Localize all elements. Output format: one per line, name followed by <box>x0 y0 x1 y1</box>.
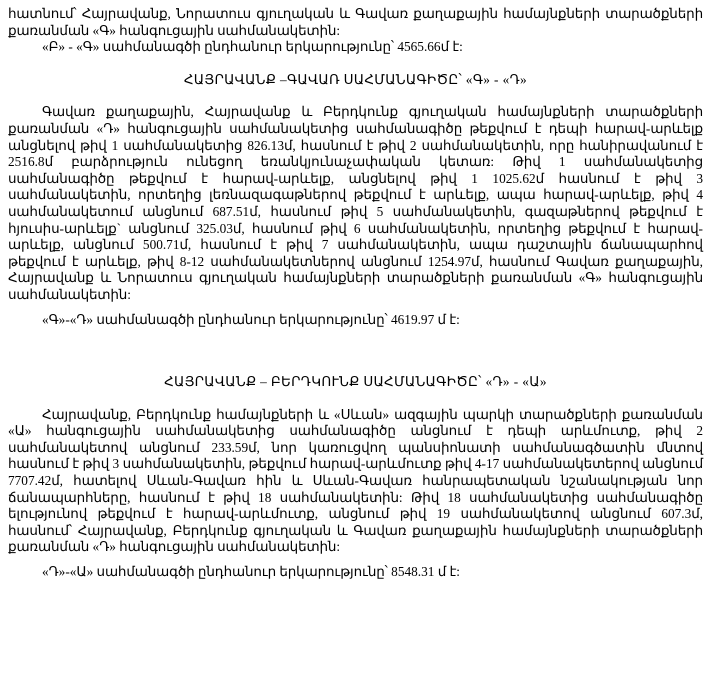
spacer <box>8 391 703 407</box>
spacer <box>8 88 703 104</box>
spacer <box>8 556 703 564</box>
paragraph-intro: հատնում՝ Հայրավանք, Նորատուս գյուղական և Գավառ քաղաքային համայնքների տարածքների քառանման «Գ» հանգուցային սահմանակետին: <box>8 6 703 38</box>
section-heading-hayravank-berdkunk: ՀԱՅՐԱՎԱՆՔ – ԲԵՐԴԿՈՒՆՔ ՍԱՀՄԱՆԱԳԻԾԸ՝ «Դ» - «Ա» <box>164 374 547 390</box>
section-heading-hayravank-gavar: ՀԱՅՐԱՎԱՆՔ –ԳԱՎԱՌ ՍԱՀՄԱՆԱԳԻԾԸ՝ «Գ» - «Դ» <box>183 71 528 87</box>
paragraph-border-length-da: «Դ»-«Ա» սահմանագծի ընդհանուր երկարությունը՝ 8548.31 մ է: <box>42 564 461 580</box>
spacer <box>8 56 703 72</box>
paragraph-section-da-body: Հայրավանք, Բերդկունք համայնքների և «Սևան» ազգային պարկի տարածքների քառանման «Ա» հանգուցային սահմանակետից սահմանագիծը անցնում է դեպի արևմուտք, թիվ 2 սահմանակետով անցնում 233.59մ, նոր կառուցվող պանսիոնատի սահմանագծատին մնտով հասնում է թիվ 3 սահմանակետին, թեքվում հարավ-արևմուտք թիվ 4-17 սահմանակետերով անցնում 7707.42մ, հատելով Սևան-Գավառ հին և Սևան-Գավառ հանրապետական նշանակության նոր ճանապարհները, հասնում է թիվ 18 սահմանակետին: Թիվ 18 սահմանակետից սահմանագիծը ելությունով թեքվում է հարավ-արևմուտք, անցնում թիվ 19 սահմանակետով անցնում 607.3մ, հասնում՝ Հայրավանք, Բերդկունք գյուղական և Գավառ քաղաքային համայնքների տարածքների քառանման «Դ» հանգուցային սահմանակետին: <box>8 406 703 555</box>
spacer <box>8 328 703 358</box>
spacer <box>8 358 703 374</box>
paragraph-border-length-gd: «Գ»-«Դ» սահմանագծի ընդհանուր երկարությունը՝ 4619.97 մ է: <box>42 311 460 327</box>
spacer <box>8 304 703 312</box>
paragraph-section-gd-body: Գավառ քաղաքային, Հայրավանք և Բերդկունք գյուղական համայնքների տարածքների քառանման «Դ» հանգուցային սահմանակետից սահմանագիծը թեքվում է դեպի հարավ-արևելք անցնելով թիվ 1 սահմանակետից 826.13մ, հասնում է թիվ 2 սահմանակետին, որը հանիրավանում է 2516.8մ բարձրություն ունեցող եռանկյունաչափական կետառ: Թիվ 1 սահմանակետից սահմանագիծը թեքվում է հարավ-արևելք, անցնելով թիվ 1 1025.62մ հասնում է թիվ 3 սահմանակետին, որտեղից լեռնազագաթներով թեքվում է արևելք, ապա հարավ-արևելք, թիվ 4 սահմանակետում անցնում 687.51մ, հասնում թիվ 5 սահմանակետին, գազաթներով թեքվում է հյուսիս-արևելք` անցնում 325.03մ, հասնում թիվ 6 սահմանակետին, որտեղից թեքվում է հարավ-արևելք, անցնում 500.71մ, հասնում է թիվ 7 սահմանակետին, ապա դաշտային ճանապարհով թեքվում է արևելք, թիվ 8-12 սահմանակետներով անցնում 1254.97մ, հասնում Գավառ քաղաքային, Հայրավանք և Նորատուս գյուղական համայնքների տարածքների քառանման «Գ» հանգուցային սահմանակետին: <box>8 104 703 302</box>
paragraph-border-length-bg: «Բ» - «Գ» սահմանագծի ընդհանուր երկարությունը՝ 4565.66մ է: <box>42 39 463 55</box>
